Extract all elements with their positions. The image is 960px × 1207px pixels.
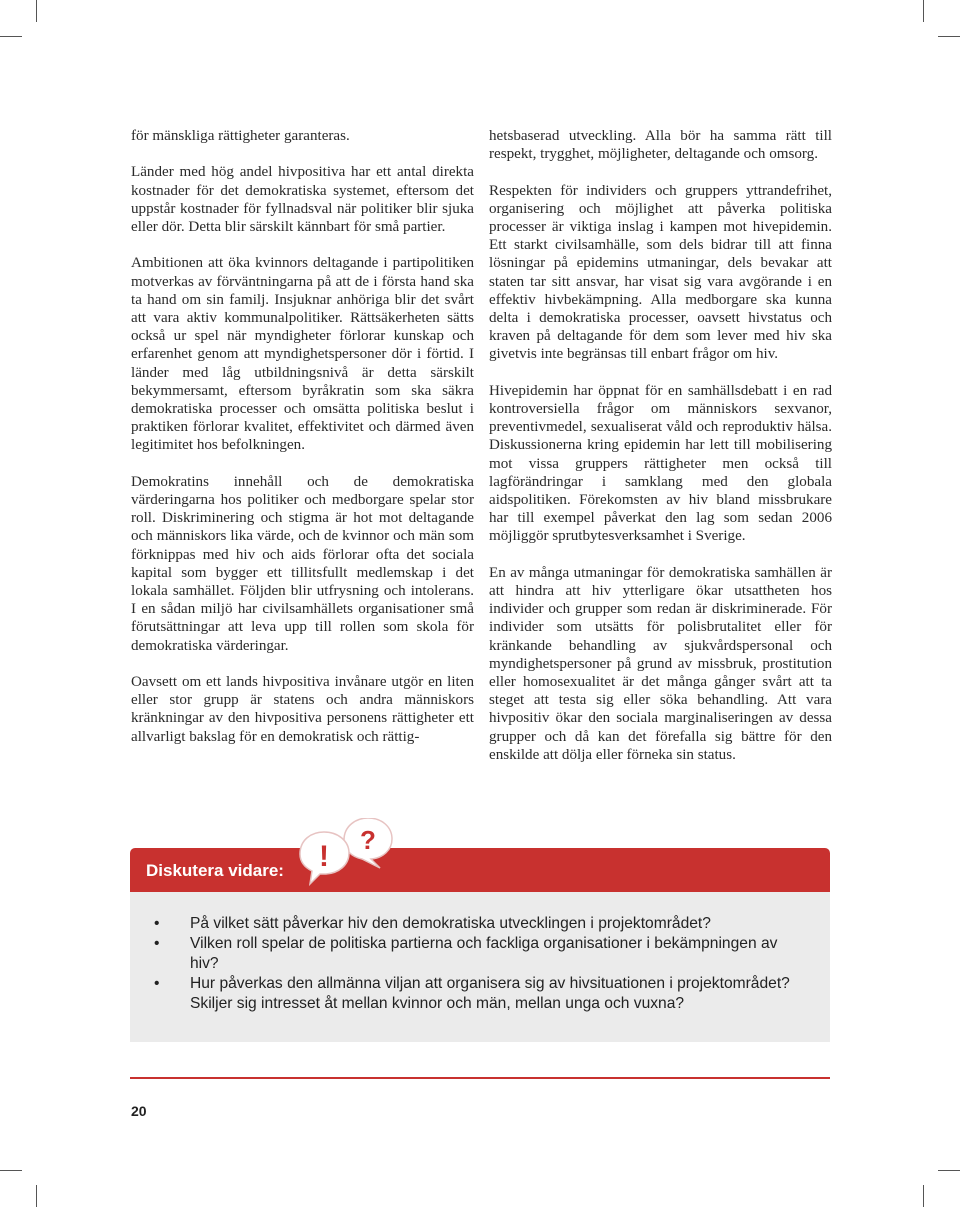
paragraph: Ambitionen att öka kvinnors deltagande i partipolitiken motverkas av förväntningarna på att de i första hand ska ta hand om sin familj. Insjuknar anhöriga blir det svårt att vara aktiv kommunalpolitiker. Rättsäkerheten sätts också ur spel när myndigheter förlorar kunskap och erfarenhet genom att myndighetspersoner dör i förtid. I länder med låg utbildningsnivå är detta särskilt bekymmersamt, eftersom byråkratin som ska säkra demokratiska processer och omsätta politiska beslut i praktiken förlorar kvalitet, effektivitet och därmed även legitimitet hos befolkningen. [131,255,474,454]
footer-rule [130,1077,830,1079]
page-number: 20 [131,1103,147,1119]
question-text: Hur påverkas den allmänna viljan att organisera sig av hivsituationen i projektområdet? Skiljer sig intresset åt mellan kvinnor och män, mellan unga och vuxna? [190,975,790,1012]
crop-mark [923,1185,924,1207]
list-item [154,974,800,1014]
paragraph: Respekten för individers och gruppers yttrandefrihet, organisering och möjlighet att påverka politiska processer är viktiga inslag i kampen mot hivepidemin. Ett starkt civilsamhälle, som dels bidrar till att finna lösningar på epidemins utmaningar, dels bevakar att staten tar sitt ansvar, har visat sig vara avgörande i en effektiv hivbekämpning. Alla medborgare ska kunna delta i demokratiska processer, oavsett hivstatus och kraven på deltagande för dem som lever med hiv ska givetvis inte begränsas till enbart frågor om hiv. [489,182,832,363]
crop-mark [938,36,960,37]
crop-mark [36,0,37,22]
crop-mark [0,1170,22,1171]
paragraph: Demokratins innehåll och de demokratiska värderingarna hos politiker och medborgare spelar stor roll. Diskriminering och stigma är hot mot deltagande och människors lika värde, och de kvinnor och män som förknippas med hiv och aids förlorar ofta det sociala kapital som bygger ett tillitsfullt medlemskap i det lokala samhället. Följden blir utfrysning och intolerans. I en sådan miljö har civilsamhällets organisationer små förutsättningar att leva upp till rollen som skola för demokratiska värderingar. [131,473,474,654]
crop-mark [0,36,22,37]
bullet: • [154,975,160,992]
discussion-questions [130,892,830,1014]
list-item [154,934,800,974]
exclamation-mark: ! [319,840,329,873]
question-mark: ? [360,825,376,855]
question-text: På vilket sätt påverkar hiv den demokratiska utvecklingen i projektområdet? [190,915,711,932]
text-column-right [489,127,832,764]
crop-mark [938,1170,960,1171]
speech-bubbles-icon [296,818,396,888]
discussion-box [130,892,830,1042]
bullet: • [154,915,160,932]
paragraph: Länder med hög andel hivpositiva har ett antal direkta kostnader för det demokratiska systemet, eftersom det uppstår kostnader för fyllnadsval när politiker blir sjuka eller dör. Detta blir särskilt kännbart för små partier. [131,164,474,235]
question-text: Vilken roll spelar de politiska partierna och fackliga organisationer i bekämpningen av hiv? [190,935,778,972]
paragraph: hetsbaserad utveckling. Alla bör ha samma rätt till respekt, trygghet, möjligheter, deltagande och omsorg. [489,128,832,163]
paragraph: En av många utmaningar för demokratiska samhällen är att hindra att hiv ytterligare ökar utsattheten hos individer och grupper som redan är diskriminerade. För individer som utsätts för polisbrutalitet eller för kränkande behandling av sjukvårdspersonal och myndighetspersoner på grund av missbruk, prostitution eller homosexualitet är det många gånger svårt att ta steget att testa sig eller söka behandling. Att vara hivpositiv ökar den sociala marginaliseringen av dessa grupper och då kan det förefalla sig bättre för den enskilde att dölja eller förneka sin status. [489,564,832,763]
bullet: • [154,935,160,952]
text-column-left [131,127,474,746]
discussion-title: Diskutera vidare: [146,861,284,880]
crop-mark [923,0,924,22]
paragraph: för mänskliga rättigheter garanteras. [131,128,350,144]
paragraph: Hivepidemin har öppnat för en samhällsdebatt i en rad kontroversiella frågor om människors sexvanor, preventivmedel, sexualiserat våld och reproduktiv hälsa. Diskussionerna kring epidemin har lett till mobilisering mot vissa gruppers rättigheter men också till lagförändringar i samklang med den globala aidspolitiken. Förekomsten av hiv bland missbrukare har till exempel påverkat den lag som sedan 2006 möjliggör sprutbytesverksamhet i Sverige. [489,382,832,545]
crop-mark [36,1185,37,1207]
paragraph: Oavsett om ett lands hivpositiva invånare utgör en liten eller stor grupp är statens och andra människors kränkningar av den hivpositiva personens rättigheter ett allvarligt bakslag för en demokratisk och rättig- [131,674,474,745]
discussion-banner [130,848,830,892]
list-item [154,914,800,934]
